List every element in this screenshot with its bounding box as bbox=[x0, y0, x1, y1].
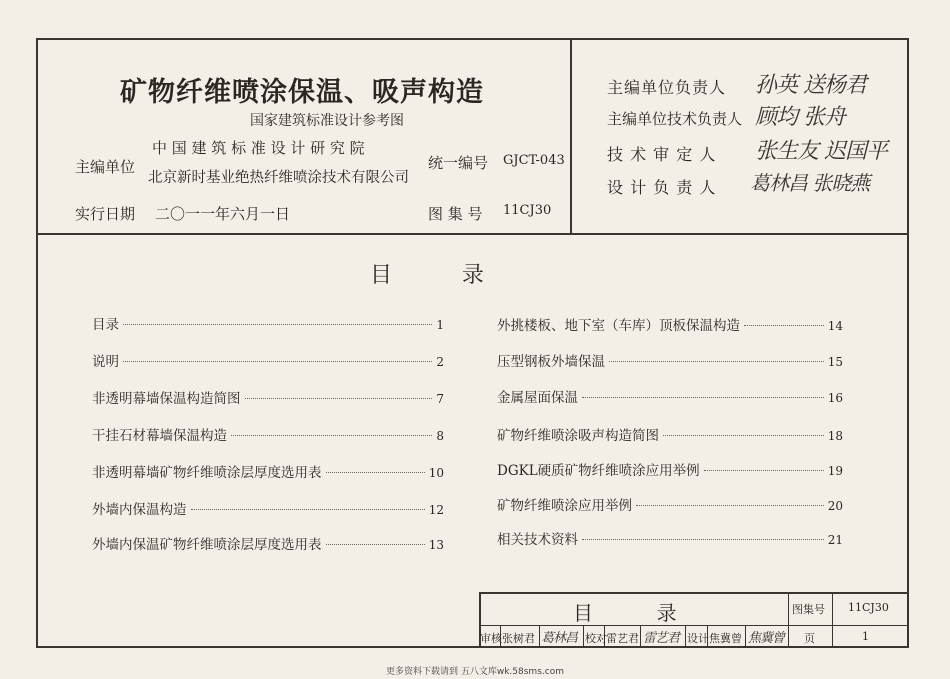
title-block-divider bbox=[479, 625, 909, 626]
page-title: 矿物纤维喷涂保温、吸声构造 bbox=[120, 77, 484, 108]
toc-item-title: 矿物纤维喷涂应用举例 bbox=[497, 498, 632, 514]
editor-label: 主编单位 bbox=[75, 158, 136, 176]
resp-signature-1: 孙英 送杨君 bbox=[755, 73, 866, 98]
resp-signature-3: 张生友 迟国平 bbox=[755, 139, 887, 164]
toc-leader-dots bbox=[326, 544, 425, 545]
atlas-no-label: 图 集 号 bbox=[428, 205, 483, 223]
design-label: 设计 bbox=[687, 632, 709, 645]
toc-leader-dots bbox=[582, 539, 824, 540]
drawing-title: 目 录 bbox=[573, 601, 677, 625]
editor-org-2: 北京新时基业绝热纤维喷涂技术有限公司 bbox=[148, 170, 409, 186]
title-block-cell-divider bbox=[685, 625, 686, 648]
date-value: 二〇一一年六月一日 bbox=[155, 205, 291, 223]
toc-item[interactable] bbox=[92, 461, 444, 481]
toc-heading: 目 录 bbox=[370, 263, 484, 288]
toc-item[interactable] bbox=[92, 313, 444, 333]
toc-item-title: 外墙内保温构造 bbox=[92, 502, 187, 518]
resp-label-3: 技 术 审 定 人 bbox=[607, 145, 717, 164]
download-footer: 更多资料下载请到 五八文库wk.58sms.com bbox=[386, 667, 564, 677]
design-name: 焦冀曾 bbox=[709, 632, 742, 645]
atlas-no: 11CJ30 bbox=[503, 203, 552, 218]
date-label: 实行日期 bbox=[75, 205, 136, 223]
toc-leader-dots bbox=[245, 398, 433, 399]
toc-leader-dots bbox=[636, 505, 824, 506]
header-column-divider bbox=[570, 38, 572, 233]
atlas-no-block: 11CJ30 bbox=[848, 601, 889, 614]
resp-signature-2: 顾均 张舟 bbox=[755, 105, 845, 130]
header-divider bbox=[36, 233, 909, 235]
toc-item-page: 1 bbox=[436, 318, 444, 332]
toc-leader-dots bbox=[123, 324, 432, 325]
toc-item-page: 14 bbox=[827, 319, 843, 333]
title-block-cell-divider bbox=[583, 625, 584, 648]
toc-item[interactable] bbox=[497, 424, 843, 444]
toc-leader-dots bbox=[704, 470, 824, 471]
toc-item-title: 外墙内保温矿物纤维喷涂层厚度选用表 bbox=[92, 537, 322, 553]
toc-item-page: 13 bbox=[428, 538, 444, 552]
page-number: 1 bbox=[862, 630, 869, 643]
toc-item[interactable] bbox=[497, 528, 843, 548]
resp-label-4: 设 计 负 责 人 bbox=[607, 178, 717, 197]
toc-item[interactable] bbox=[497, 314, 843, 334]
toc-item-title: 矿物纤维喷涂吸声构造简图 bbox=[497, 428, 659, 444]
toc-item[interactable] bbox=[497, 459, 843, 479]
review-name: 张树君 bbox=[502, 632, 535, 645]
toc-item-page: 21 bbox=[827, 533, 843, 547]
check-label: 校对 bbox=[585, 632, 607, 645]
toc-item[interactable] bbox=[92, 533, 444, 553]
check-signature: 雷艺君 bbox=[643, 631, 680, 646]
toc-item-page: 12 bbox=[428, 503, 444, 517]
toc-leader-dots bbox=[123, 361, 432, 362]
design-signature: 焦冀曾 bbox=[748, 631, 785, 646]
toc-leader-dots bbox=[326, 472, 425, 473]
toc-item[interactable] bbox=[497, 386, 843, 406]
toc-item-page: 19 bbox=[827, 464, 843, 478]
toc-leader-dots bbox=[231, 435, 432, 436]
toc-item-page: 8 bbox=[436, 429, 444, 443]
toc-item-title: 压型钢板外墙保温 bbox=[497, 354, 605, 370]
toc-item-page: 2 bbox=[436, 355, 444, 369]
toc-leader-dots bbox=[582, 397, 824, 398]
toc-item[interactable] bbox=[497, 494, 843, 514]
unified-no-label: 统一编号 bbox=[428, 154, 489, 172]
toc-item-title: DGKL硬质矿物纤维喷涂应用举例 bbox=[497, 463, 700, 479]
title-block-cell-divider bbox=[640, 625, 641, 648]
toc-item[interactable] bbox=[92, 498, 444, 518]
toc-leader-dots bbox=[744, 325, 824, 326]
toc-item-title: 说明 bbox=[92, 354, 119, 370]
page-subtitle: 国家建筑标准设计参考图 bbox=[250, 113, 404, 129]
toc-item-title: 外挑楼板、地下室（车库）顶板保温构造 bbox=[497, 318, 740, 334]
toc-item-title: 目录 bbox=[92, 317, 119, 333]
toc-item[interactable] bbox=[92, 424, 444, 444]
resp-label-1: 主编单位负责人 bbox=[607, 78, 727, 97]
toc-item[interactable] bbox=[92, 350, 444, 370]
toc-item-page: 18 bbox=[827, 429, 843, 443]
atlas-no-label-block: 图集号 bbox=[792, 603, 825, 616]
toc-item-title: 非透明幕墙矿物纤维喷涂层厚度选用表 bbox=[92, 465, 322, 481]
title-block-cell-divider bbox=[745, 625, 746, 648]
toc-item[interactable] bbox=[92, 387, 444, 407]
toc-item-title: 相关技术资料 bbox=[497, 532, 578, 548]
resp-label-2: 主编单位技术负责人 bbox=[607, 110, 743, 128]
toc-leader-dots bbox=[663, 435, 824, 436]
toc-leader-dots bbox=[609, 361, 824, 362]
review-signature: 葛林昌 bbox=[541, 631, 578, 646]
toc-item-page: 20 bbox=[827, 499, 843, 513]
unified-no: GJCT-043 bbox=[503, 153, 565, 168]
title-block-col-divider bbox=[832, 592, 833, 648]
title-block-cell-divider bbox=[539, 625, 540, 648]
toc-item-title: 干挂石材幕墙保温构造 bbox=[92, 428, 227, 444]
check-name: 雷艺君 bbox=[606, 632, 639, 645]
title-block-col-divider bbox=[788, 592, 789, 648]
toc-item-title: 金属屋面保温 bbox=[497, 390, 578, 406]
toc-item-page: 10 bbox=[428, 466, 444, 480]
resp-signature-4: 葛林昌 张晓燕 bbox=[750, 171, 870, 195]
toc-item-page: 7 bbox=[436, 392, 444, 406]
editor-org-1: 中 国 建 筑 标 准 设 计 研 究 院 bbox=[152, 139, 365, 157]
page-label: 页 bbox=[804, 632, 815, 645]
toc-leader-dots bbox=[191, 509, 425, 510]
review-label: 审核 bbox=[480, 632, 502, 645]
toc-item-page: 15 bbox=[827, 355, 843, 369]
toc-item[interactable] bbox=[497, 350, 843, 370]
toc-item-page: 16 bbox=[827, 391, 843, 405]
toc-item-title: 非透明幕墙保温构造简图 bbox=[92, 391, 241, 407]
